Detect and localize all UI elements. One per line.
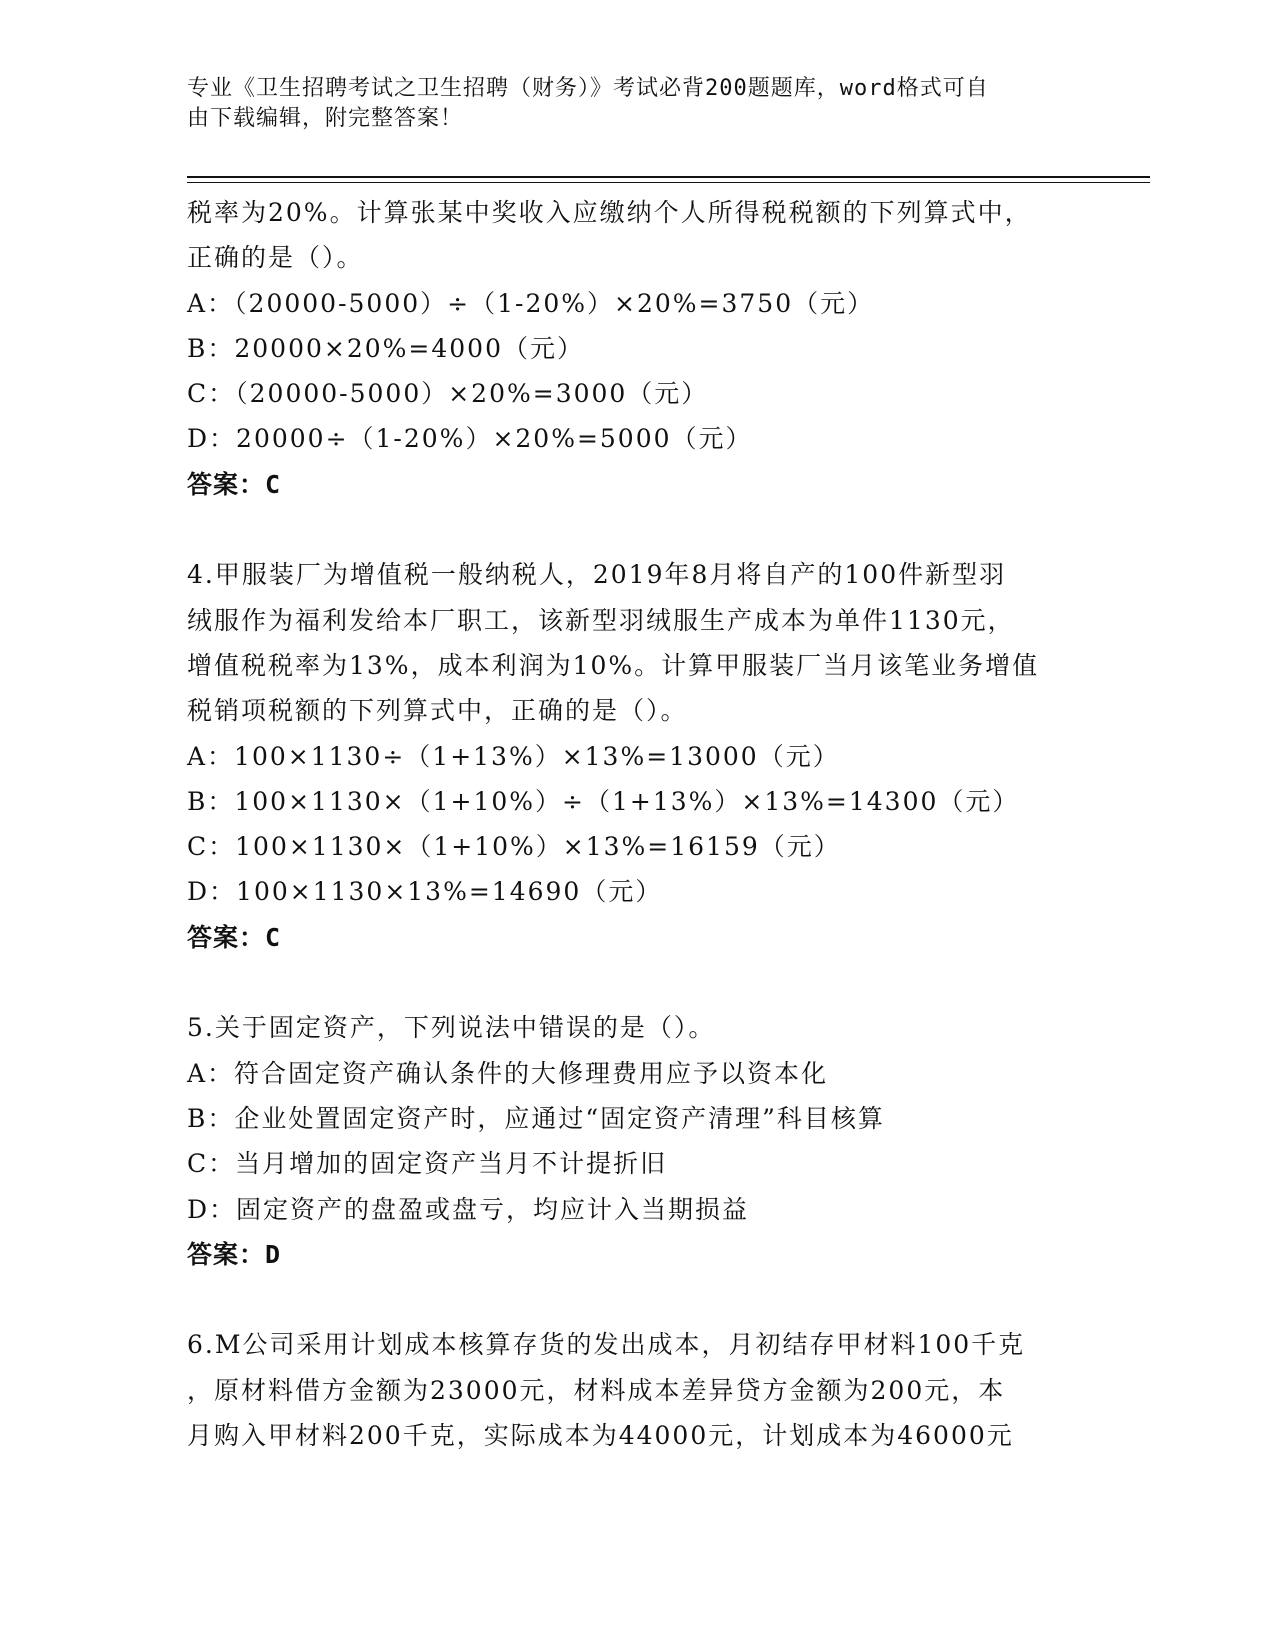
- question-3: [187, 190, 1087, 507]
- option-d: D：20000÷（1-20%）×20%=5000（元）: [187, 424, 753, 454]
- question-stem-line: 增值税税率为13%，成本利润为10%。计算甲服装厂当月该笔业务增值: [187, 650, 1040, 680]
- header-divider-thick: [187, 176, 1150, 178]
- option-b: B：20000×20%=4000（元）: [187, 333, 584, 363]
- header-title-line-1: 专业《卫生招聘考试之卫生招聘（财务）》考试必背200题题库，word格式可自: [187, 76, 989, 101]
- question-stem-line: 6.M公司采用计划成本核算存货的发出成本，月初结存甲材料100千克: [187, 1330, 1026, 1360]
- option-c: C：100×1130×（1+10%）×13%=16159（元）: [187, 832, 841, 862]
- document-header: [187, 74, 1067, 134]
- question-stem-line: 税率为20%。计算张某中奖收入应缴纳个人所得税税额的下列算式中，: [187, 198, 1032, 227]
- answer-line: 答案：C: [187, 469, 282, 499]
- question-stem-line: 月购入甲材料200千克，实际成本为44000元，计划成本为46000元: [187, 1421, 1014, 1451]
- question-stem-line: 正确的是（）。: [187, 243, 364, 273]
- header-title-line-2: 由下载编辑，附完整答案！: [187, 106, 464, 131]
- question-4: [187, 552, 1087, 960]
- option-a: A：100×1130÷（1+13%）×13%=13000（元）: [187, 741, 840, 771]
- question-stem-line: 4.甲服装厂为增值税一般纳税人，2019年8月将自产的100件新型羽: [187, 560, 1007, 590]
- option-b: B：企业处置固定资产时，应通过“固定资产清理”科目核算: [187, 1103, 885, 1133]
- question-stem-line: 5.关于固定资产，下列说法中错误的是（）。: [187, 1013, 716, 1043]
- option-c: C：当月增加的固定资产当月不计提折旧: [187, 1149, 668, 1179]
- header-divider-thin: [187, 182, 1150, 183]
- option-a: A：符合固定资产确认条件的大修理费用应予以资本化: [187, 1058, 829, 1088]
- answer-line: 答案：C: [187, 922, 282, 952]
- document-body: [187, 190, 1087, 1458]
- answer-line: 答案：D: [187, 1239, 282, 1269]
- option-c: C：（20000-5000）×20%=3000（元）: [187, 379, 709, 409]
- question-6: [187, 1322, 1087, 1458]
- question-5: [187, 1005, 1087, 1277]
- option-a: A：（20000-5000）÷（1-20%）×20%=3750（元）: [187, 288, 875, 318]
- option-d: D：100×1130×13%=14690（元）: [187, 877, 663, 907]
- question-stem-line: 税销项税额的下列算式中，正确的是（）。: [187, 696, 688, 726]
- option-d: D：固定资产的盘盈或盘亏，均应计入当期损益: [187, 1194, 750, 1224]
- option-b: B：100×1130×（1+10%）÷（1+13%）×13%=14300（元）: [187, 786, 1020, 816]
- question-stem-line: ，原材料借方金额为23000元，材料成本差异贷方金额为200元，本: [187, 1375, 1006, 1405]
- question-stem-line: 绒服作为福利发给本厂职工，该新型羽绒服生产成本为单件1130元，: [187, 605, 1015, 635]
